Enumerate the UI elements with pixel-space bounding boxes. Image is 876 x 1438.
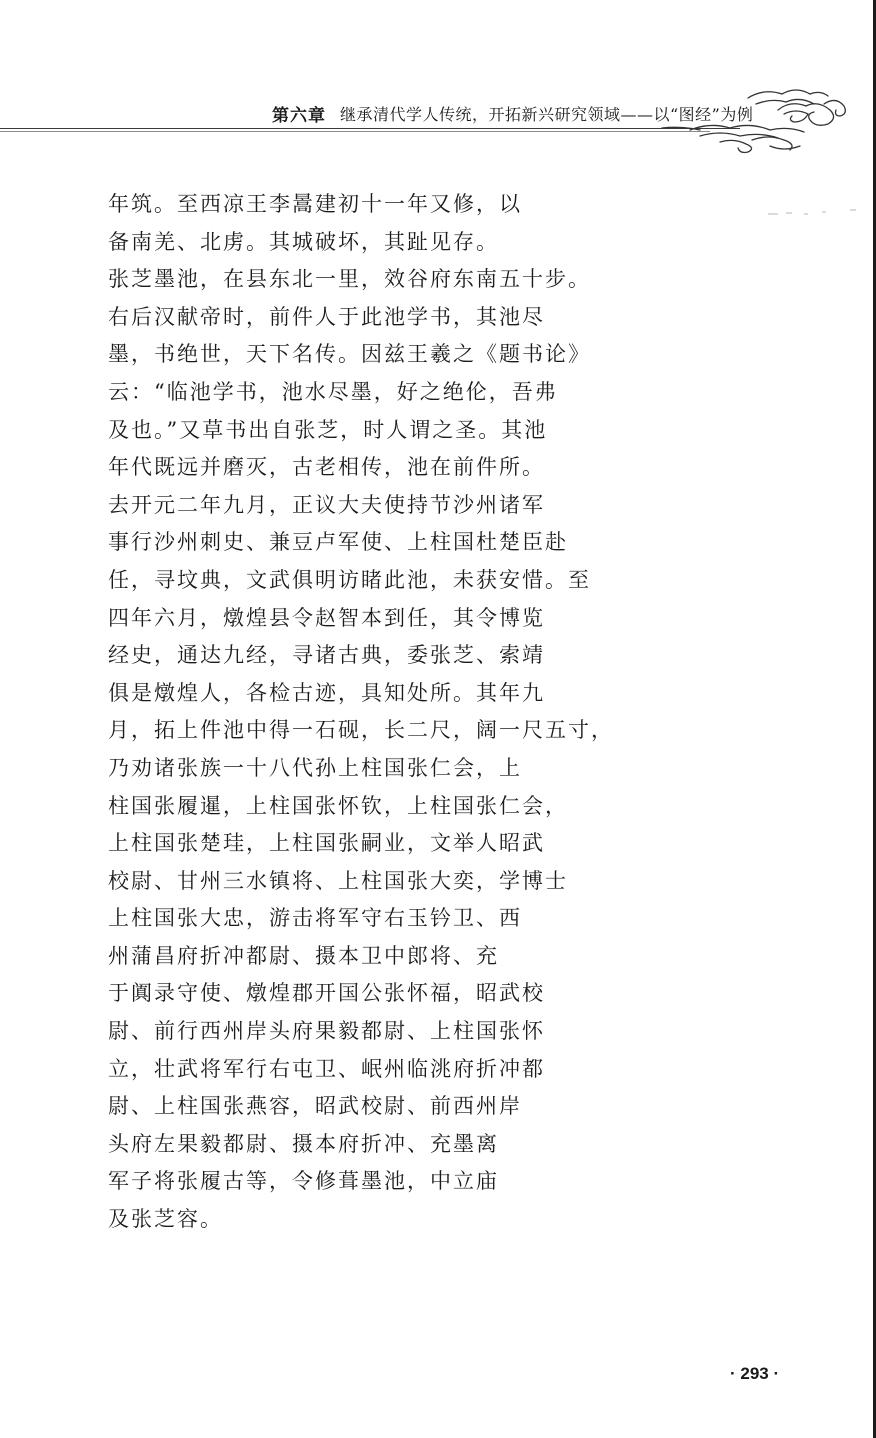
text-line: 立，壮武将军行右屯卫、岷州临洮府折冲都 — [108, 1056, 545, 1081]
text-line: 经史，通达九经，寻诸古典，委张芝、索靖 — [108, 643, 545, 668]
text-line: 乃劝诸张族一十八代孙上柱国张仁会，上 — [108, 755, 522, 780]
page-number: · 293 · — [730, 1364, 780, 1383]
text-line: 上柱国张楚珪，上柱国张嗣业，文举人昭武 — [108, 831, 545, 856]
text-line: 四年六月，燉煌县令赵智本到任，其令博览 — [108, 605, 545, 630]
header-rule — [0, 128, 740, 129]
text-line: 军子将张履古等，令修葺墨池，中立庙 — [108, 1169, 499, 1194]
chapter-label: 第六章 — [272, 106, 326, 126]
text-line: 任，寻坟典，文武俱明访睹此池，未获安惜。至 — [108, 567, 591, 592]
text-line: 年代既远并磨灭，古老相传，池在前件所。 — [108, 455, 545, 480]
body-text — [108, 186, 628, 1239]
text-line: 俱是燉煌人，各检古迹，具知处所。其年九 — [108, 680, 545, 705]
running-header — [0, 0, 876, 170]
text-line: 月，拓上件池中得一石砚，长二尺，阔一尺五寸， — [108, 718, 614, 743]
text-line: 墨，书绝世，天下名传。因兹王羲之《题书论》 — [108, 342, 591, 367]
text-line: 右后汉献帝时，前件人于此池学书，其池尽 — [108, 304, 545, 329]
text-line: 年筑。至西凉王李暠建初十一年又修，以 — [108, 192, 522, 216]
chapter-title: 继承清代学人传统，开拓新兴研究领域——以“图经”为例 — [340, 105, 754, 124]
text-line: 柱国张履暹，上柱国张怀钦，上柱国张仁会， — [108, 793, 568, 818]
text-line: 备南羌、北虏。其城破坏，其趾见存。 — [108, 229, 499, 254]
text-line: 头府左果毅都尉、摄本府折冲、充墨离 — [108, 1131, 499, 1156]
text-line: 州蒲昌府折冲都尉、摄本卫中郎将、充 — [108, 943, 499, 968]
cloud-ornament-icon — [660, 82, 850, 162]
scan-artifact — [764, 208, 864, 218]
text-line: 尉、上柱国张燕容，昭武校尉、前西州岸 — [108, 1094, 522, 1119]
text-line: 于阗录守使、燉煌郡开国公张怀福，昭武校 — [108, 981, 545, 1006]
text-line: 及也。”又草书出自张芝，时人谓之圣。其池 — [108, 417, 548, 442]
text-line: 尉、前行西州岸头府果毅都尉、上柱国张怀 — [108, 1019, 545, 1044]
header-rule-secondary — [0, 131, 710, 132]
text-line: 上柱国张大忠，游击将军守右玉钤卫、西 — [108, 906, 522, 931]
text-line: 校尉、甘州三水镇将、上柱国张大奕，学博士 — [108, 868, 568, 893]
text-line: 及张芝容。 — [108, 1207, 223, 1232]
text-line: 张芝墨池，在县东北一里，效谷府东南五十步。 — [108, 267, 591, 292]
text-line: 去开元二年九月，正议大夫使持节沙州诸军 — [108, 492, 545, 517]
text-line: 事行沙州刺史、兼豆卢军使、上柱国杜楚臣赴 — [108, 530, 568, 555]
text-line: 云：“临池学书，池水尽墨，好之绝伦，吾弗 — [108, 379, 558, 404]
